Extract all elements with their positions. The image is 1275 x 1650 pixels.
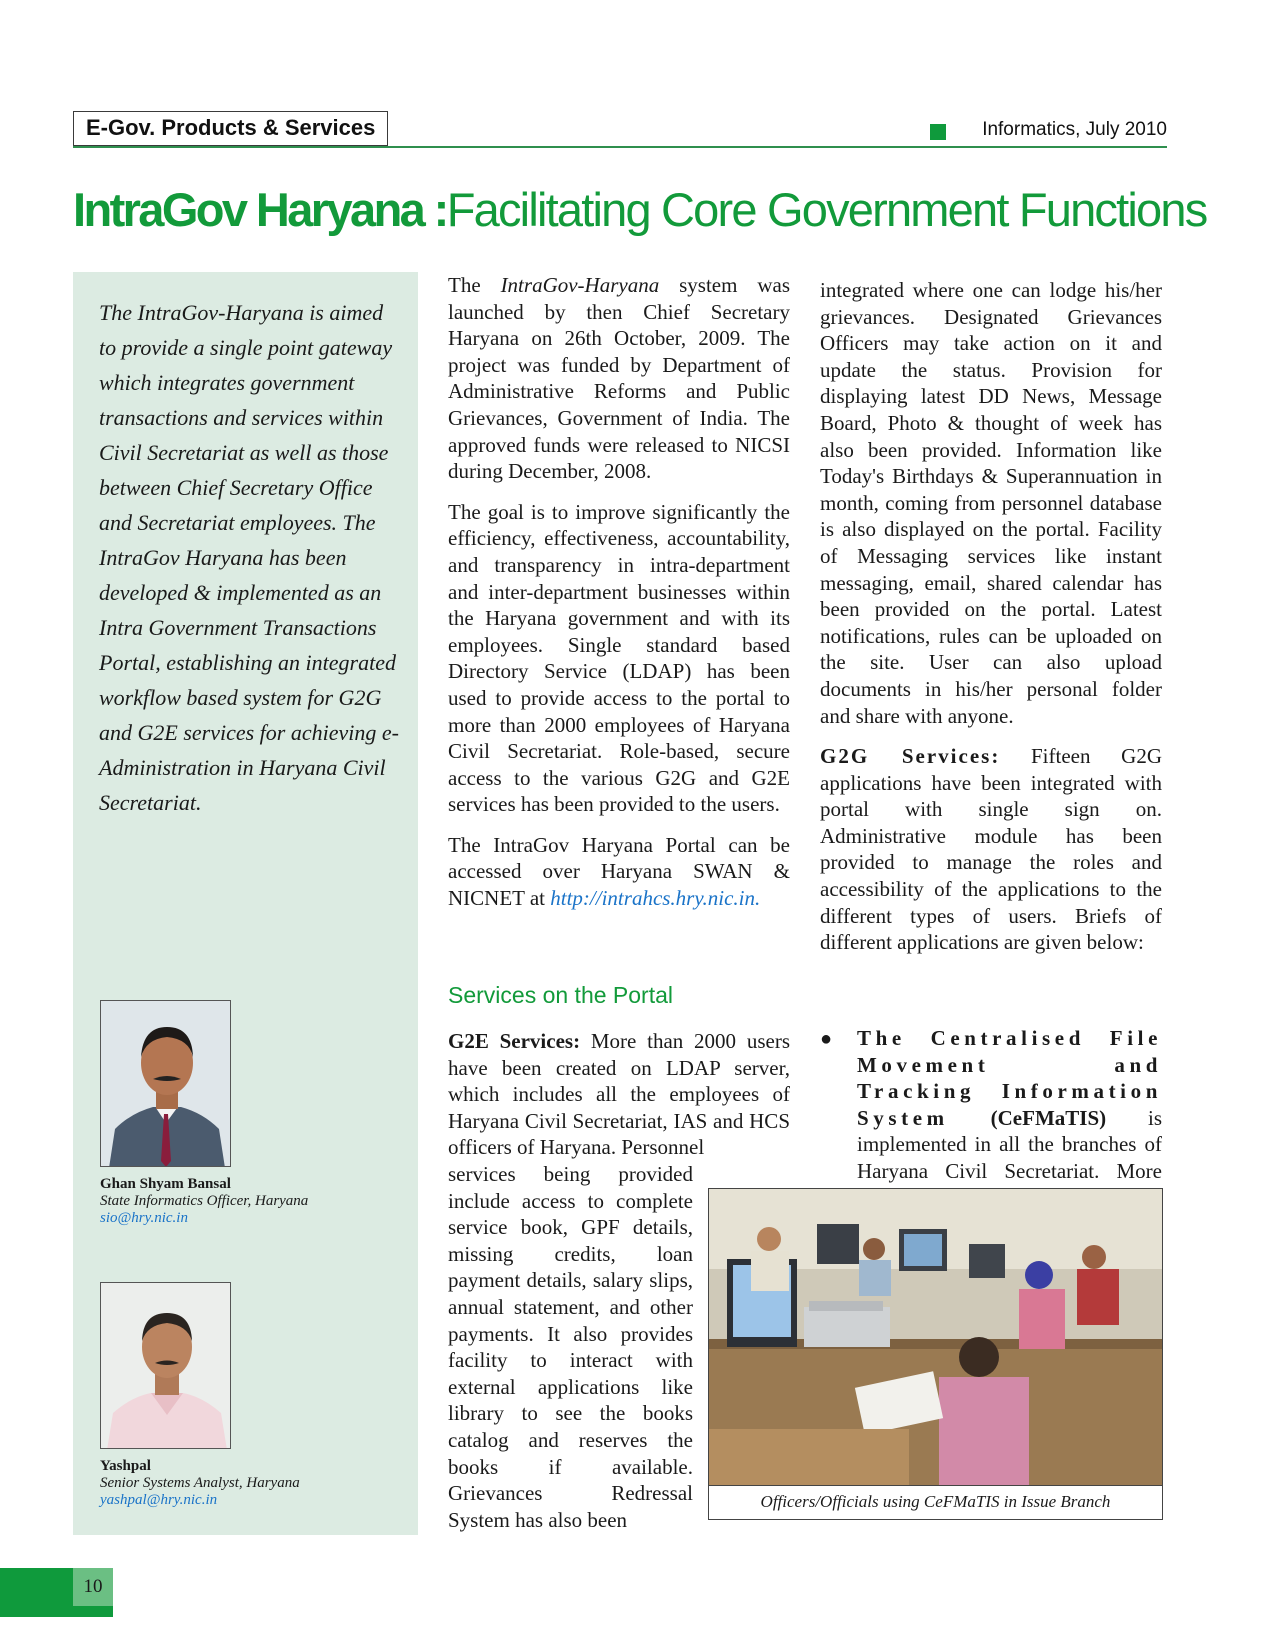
subheading-services: Services on the Portal bbox=[448, 982, 674, 1008]
author-name: Ghan Shyam Bansal bbox=[100, 1176, 231, 1192]
header-rule bbox=[73, 146, 1167, 148]
abstract: The IntraGov-Haryana is aimed to provide a single point gateway which integrates government transactions and services within Civil Secretariat as well as those between Chief Secretary Office and Secretariat employees. The IntraGov Haryana has been developed & implemented as an Intra Government Transactions Portal, establishing an integrated workflow based system for G2G and G2E services for achieving e-Administration in Haryana Civil Secretariat. bbox=[99, 300, 399, 815]
bullet-cefmatis bbox=[857, 1025, 1162, 1211]
text-run: Fifteen G2G applications have been integrated with portal with single sign on. Administrative module has been provided to manage the roles and accessibility of the applications to the different types of users. Briefs of different applications are given below: bbox=[820, 744, 1162, 955]
author-photo-bansal bbox=[100, 1000, 231, 1167]
paragraph-g2g bbox=[820, 743, 1162, 956]
paragraph-g2e-continued: services being provided include access to complete service book, GPF details, missing credits, loan payment details, salary slips, annual statement, and other payments. It also provides facility to interact with external applications like library to see the books catalog and reserves the books if available. Grievances Redressal System has also been bbox=[448, 1162, 693, 1532]
paragraph-g2e bbox=[448, 1028, 790, 1161]
bullet-heading: The Centralised File Movement and Tracking Information System bbox=[857, 1026, 1162, 1130]
office-photo bbox=[708, 1188, 1163, 1486]
author-card-bansal bbox=[100, 1176, 308, 1227]
article-title bbox=[73, 180, 1206, 240]
text-run: system was launched by then Chief Secretary Haryana on 26th October, 2009. The project was funded by Department of Administrative Reforms and Public Grievances, Government of India. The approved funds were released to NICSI during December, 2008. bbox=[448, 273, 790, 484]
author-role: Senior Systems Analyst, Haryana bbox=[100, 1475, 300, 1491]
footer-block bbox=[0, 1568, 73, 1617]
text-run: More than 2000 users have been created on LDAP server, which includes all the employees of Haryana Civil Secretariat, IAS and HCS officers of Haryana. Personnel bbox=[448, 1029, 790, 1160]
portal-link[interactable]: http://intrahcs.hry.nic.in. bbox=[550, 886, 761, 911]
paragraph-access bbox=[448, 832, 790, 912]
author-role: State Informatics Officer, Haryana bbox=[100, 1193, 309, 1209]
paragraph-goal: The goal is to improve significantly the efficiency, effectiveness, accountability, and transparency in intra-department and inter-department businesses within the Haryana government and with its employees. Single standard based Directory Service (LDAP) has been used to provide access to the portal to more than 2000 employees of Haryana Civil Secretariat. Role-based, secure access to the various G2G and G2E services has been provided to the users. bbox=[448, 499, 790, 817]
office-scene-illustration bbox=[709, 1189, 1163, 1486]
portrait-bansal bbox=[101, 1001, 231, 1167]
footer-bar bbox=[73, 1606, 113, 1617]
author-card-yashpal bbox=[100, 1458, 300, 1509]
paragraph-launch bbox=[448, 272, 790, 485]
g2g-lead: G2G Services: bbox=[820, 744, 1001, 769]
bullet-icon: ● bbox=[820, 1028, 833, 1050]
text-run: is implemented in all the branches of Haryana Civil Secretariat. More bbox=[857, 1105, 1162, 1183]
column-1 bbox=[448, 272, 790, 926]
column-2 bbox=[820, 277, 1162, 970]
title-rest: Facilitating Core Government Functions bbox=[446, 183, 1207, 236]
g2e-lead: G2E Services: bbox=[448, 1029, 581, 1053]
text-run: The bbox=[448, 273, 501, 297]
paragraph-grievances: integrated where one can lodge his/her grievances. Designated Grievances Officers may take action on it and update the status. Provision for displaying latest DD News, Message Board, Photo & thought of week has also been provided. Information like Today's Birthdays & Superannuation in month, coming from personnel database is also displayed on the portal. Facility of Messaging services like instant messaging, email, shared calendar has been provided on the portal. Latest notifications, rules can be uploaded on the site. User can also upload documents in his/her personal folder and share with anyone. bbox=[820, 278, 1162, 728]
issue-label: Informatics, July 2010 bbox=[982, 119, 1167, 140]
author-photo-yashpal bbox=[100, 1282, 231, 1449]
text-run-italic: IntraGov-Haryana bbox=[500, 273, 660, 297]
section-tag: E-Gov. Products & Services bbox=[73, 111, 388, 146]
header-square-icon bbox=[930, 124, 946, 140]
photo-caption: Officers/Officials using CeFMaTIS in Issue Branch bbox=[708, 1486, 1163, 1520]
portrait-yashpal bbox=[101, 1283, 231, 1449]
page-number: 10 bbox=[73, 1568, 113, 1606]
author-name: Yashpal bbox=[100, 1458, 151, 1474]
author-email[interactable]: yashpal@hry.nic.in bbox=[100, 1492, 218, 1508]
bullet-abbr: (CeFMaTIS) bbox=[990, 1105, 1107, 1130]
text-run: The IntraGov Haryana Portal can be accessed over Haryana SWAN & NICNET at bbox=[448, 832, 790, 911]
title-bold: IntraGov Haryana : bbox=[73, 183, 447, 236]
author-email[interactable]: sio@hry.nic.in bbox=[100, 1210, 188, 1226]
